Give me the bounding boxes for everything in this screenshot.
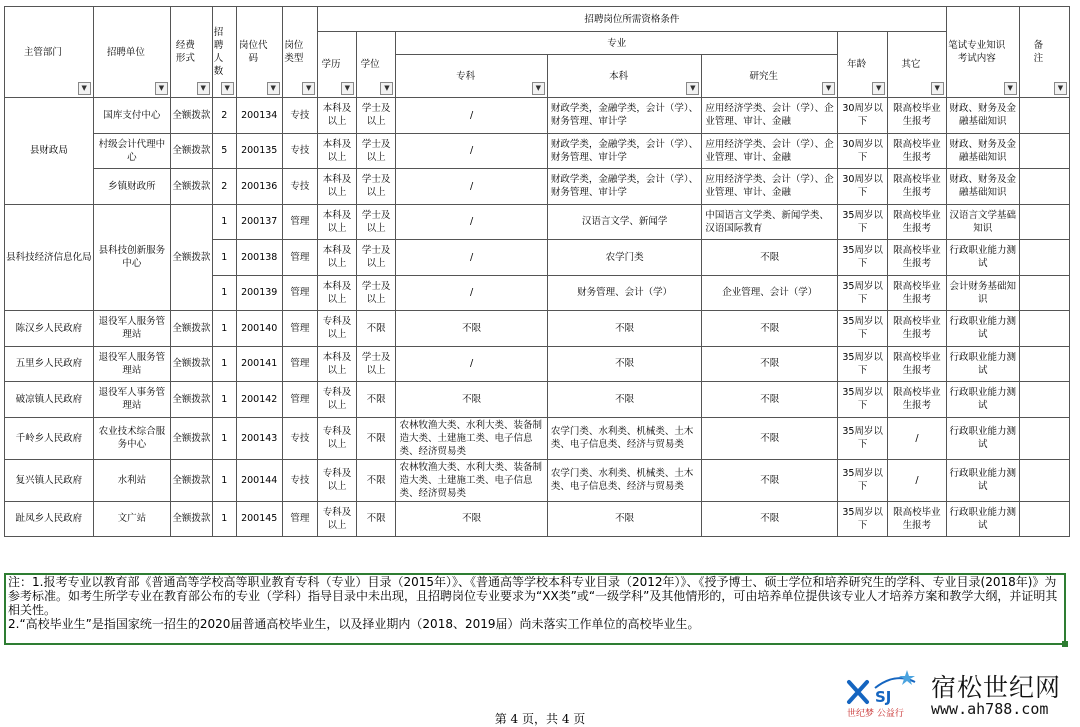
chevron-down-icon[interactable]: ▼ bbox=[532, 82, 545, 95]
cell-dept: 趾凤乡人民政府 bbox=[5, 501, 94, 537]
table-row bbox=[5, 459, 1070, 501]
cell-junior: 不限 bbox=[396, 501, 547, 537]
cell-unit: 退役军人事务管理站 bbox=[93, 382, 170, 418]
cell-graduate: 中国语言文学类、新闻学类、汉语国际教育 bbox=[702, 204, 838, 240]
header-graduate: 研究生 ▼ bbox=[702, 55, 838, 98]
watermark bbox=[845, 668, 1080, 723]
cell-type: 专技 bbox=[282, 98, 317, 134]
cell-education: 本科及以上 bbox=[318, 240, 357, 276]
header-junior: 专科 ▼ bbox=[396, 55, 547, 98]
cell-type: 专技 bbox=[282, 133, 317, 169]
cell-junior: / bbox=[396, 133, 547, 169]
cell-funding: 全额拨款 bbox=[170, 133, 212, 169]
cell-code: 200145 bbox=[236, 501, 282, 537]
cell-unit: 文广站 bbox=[93, 501, 170, 537]
cell-dept: 复兴镇人民政府 bbox=[5, 459, 94, 501]
cell-dept: 破凉镇人民政府 bbox=[5, 382, 94, 418]
cell-exam: 行政职业能力测试 bbox=[946, 501, 1019, 537]
cell-remark bbox=[1019, 133, 1069, 169]
cell-junior: / bbox=[396, 346, 547, 382]
cell-unit: 水利站 bbox=[93, 459, 170, 501]
cell-remark bbox=[1019, 382, 1069, 418]
cell-funding: 全额拨款 bbox=[170, 459, 212, 501]
cell-education: 专科及以上 bbox=[318, 501, 357, 537]
header-bachelor: 本科 ▼ bbox=[547, 55, 702, 98]
cell-education: 专科及以上 bbox=[318, 417, 357, 459]
cell-code: 200140 bbox=[236, 311, 282, 347]
chevron-down-icon[interactable]: ▼ bbox=[78, 82, 91, 95]
cell-dept: 陈汉乡人民政府 bbox=[5, 311, 94, 347]
cell-count: 5 bbox=[212, 133, 236, 169]
cell-junior: 农林牧渔大类、水利大类、装备制造大类、土建施工类、电子信息类、经济贸易类 bbox=[396, 459, 547, 501]
cell-exam: 行政职业能力测试 bbox=[946, 240, 1019, 276]
cell-age: 35周岁以下 bbox=[838, 204, 888, 240]
cell-type: 管理 bbox=[282, 382, 317, 418]
header-remark: 备 注 ▼ bbox=[1019, 7, 1069, 98]
cell-exam: 财政、财务及金融基础知识 bbox=[946, 133, 1019, 169]
cell-exam: 财政、财务及金融基础知识 bbox=[946, 98, 1019, 134]
cell-unit: 村级会计代理中心 bbox=[93, 133, 170, 169]
header-other: 其它 ▼ bbox=[888, 32, 946, 98]
table-row bbox=[5, 417, 1070, 459]
cell-bachelor: 财政学类，金融学类，会计（学）、财务管理、审计学 bbox=[547, 133, 702, 169]
watermark-tag: 世纪梦 公益行 bbox=[847, 709, 904, 719]
cell-other: 限高校毕业生报考 bbox=[888, 133, 946, 169]
cell-funding: 全额拨款 bbox=[170, 311, 212, 347]
chevron-down-icon[interactable]: ▼ bbox=[822, 82, 835, 95]
cell-count: 1 bbox=[212, 501, 236, 537]
cell-count: 2 bbox=[212, 169, 236, 205]
cell-exam: 行政职业能力测试 bbox=[946, 311, 1019, 347]
cell-funding: 全额拨款 bbox=[170, 417, 212, 459]
chevron-down-icon[interactable]: ▼ bbox=[380, 82, 393, 95]
header-degree: 学位 ▼ bbox=[356, 32, 396, 98]
cell-age: 35周岁以下 bbox=[838, 501, 888, 537]
cell-remark bbox=[1019, 98, 1069, 134]
cell-age: 30周岁以下 bbox=[838, 133, 888, 169]
cell-degree: 学士及以上 bbox=[356, 346, 396, 382]
cell-junior: / bbox=[396, 169, 547, 205]
cell-degree: 不限 bbox=[356, 311, 396, 347]
cell-exam: 财政、财务及金融基础知识 bbox=[946, 169, 1019, 205]
cell-junior: / bbox=[396, 275, 547, 311]
cell-other: 限高校毕业生报考 bbox=[888, 98, 946, 134]
cell-junior: 不限 bbox=[396, 382, 547, 418]
cell-bachelor: 财政学类，金融学类，会计（学）、财务管理、审计学 bbox=[547, 98, 702, 134]
cell-count: 1 bbox=[212, 275, 236, 311]
cell-other: / bbox=[888, 459, 946, 501]
notes-box bbox=[4, 573, 1066, 645]
cell-education: 本科及以上 bbox=[318, 98, 357, 134]
cell-other: / bbox=[888, 417, 946, 459]
cell-degree: 学士及以上 bbox=[356, 133, 396, 169]
cell-bachelor: 农学门类、水利类、机械类、土木类、电子信息类、经济与贸易类 bbox=[547, 417, 702, 459]
cell-graduate: 不限 bbox=[702, 382, 838, 418]
selection-handle[interactable] bbox=[1062, 641, 1068, 647]
cell-bachelor: 不限 bbox=[547, 501, 702, 537]
cell-count: 1 bbox=[212, 311, 236, 347]
cell-graduate: 应用经济学类、会计（学）、企业管理、审计、金融 bbox=[702, 169, 838, 205]
cell-age: 35周岁以下 bbox=[838, 240, 888, 276]
cell-education: 专科及以上 bbox=[318, 459, 357, 501]
cell-graduate: 不限 bbox=[702, 501, 838, 537]
cell-other: 限高校毕业生报考 bbox=[888, 204, 946, 240]
cell-count: 1 bbox=[212, 346, 236, 382]
cell-exam: 行政职业能力测试 bbox=[946, 417, 1019, 459]
table-row bbox=[5, 501, 1070, 537]
cell-code: 200136 bbox=[236, 169, 282, 205]
table-row bbox=[5, 204, 1070, 240]
cell-degree: 不限 bbox=[356, 382, 396, 418]
cell-exam: 行政职业能力测试 bbox=[946, 346, 1019, 382]
cell-unit: 县科技创新服务中心 bbox=[93, 204, 170, 311]
cell-degree: 不限 bbox=[356, 459, 396, 501]
cell-other: 限高校毕业生报考 bbox=[888, 501, 946, 537]
cell-education: 本科及以上 bbox=[318, 275, 357, 311]
header-major: 专业 bbox=[396, 32, 838, 55]
cell-bachelor: 财务管理、会计（学） bbox=[547, 275, 702, 311]
cell-bachelor: 不限 bbox=[547, 311, 702, 347]
cell-count: 1 bbox=[212, 204, 236, 240]
cell-unit: 退役军人服务管理站 bbox=[93, 311, 170, 347]
cell-junior: 农林牧渔大类、水利大类、装备制造大类、土建施工类、电子信息类、经济贸易类 bbox=[396, 417, 547, 459]
cell-age: 30周岁以下 bbox=[838, 169, 888, 205]
cell-exam: 汉语言文学基础知识 bbox=[946, 204, 1019, 240]
cell-dept: 五里乡人民政府 bbox=[5, 346, 94, 382]
cell-graduate: 不限 bbox=[702, 417, 838, 459]
cell-count: 1 bbox=[212, 382, 236, 418]
cell-count: 2 bbox=[212, 98, 236, 134]
chevron-down-icon[interactable]: ▼ bbox=[302, 82, 315, 95]
cell-graduate: 企业管理、会计（学） bbox=[702, 275, 838, 311]
cell-degree: 学士及以上 bbox=[356, 275, 396, 311]
cell-education: 专科及以上 bbox=[318, 382, 357, 418]
header-age: 年龄 ▼ bbox=[838, 32, 888, 98]
cell-education: 本科及以上 bbox=[318, 204, 357, 240]
cell-degree: 学士及以上 bbox=[356, 240, 396, 276]
cell-remark bbox=[1019, 311, 1069, 347]
cell-bachelor: 财政学类，金融学类，会计（学）、财务管理、审计学 bbox=[547, 169, 702, 205]
chevron-down-icon[interactable]: ▼ bbox=[267, 82, 280, 95]
cell-type: 管理 bbox=[282, 204, 317, 240]
cell-exam: 行政职业能力测试 bbox=[946, 459, 1019, 501]
header-education: 学历 ▼ bbox=[318, 32, 357, 98]
cell-remark bbox=[1019, 275, 1069, 311]
cell-age: 35周岁以下 bbox=[838, 275, 888, 311]
cell-bachelor: 汉语言文学、新闻学 bbox=[547, 204, 702, 240]
cell-exam: 会计财务基础知识 bbox=[946, 275, 1019, 311]
cell-type: 管理 bbox=[282, 311, 317, 347]
cell-other: 限高校毕业生报考 bbox=[888, 275, 946, 311]
chevron-down-icon[interactable]: ▼ bbox=[155, 82, 168, 95]
cell-graduate: 不限 bbox=[702, 311, 838, 347]
cell-type: 专技 bbox=[282, 417, 317, 459]
cell-count: 1 bbox=[212, 459, 236, 501]
cell-dept: 千岭乡人民政府 bbox=[5, 417, 94, 459]
cell-code: 200139 bbox=[236, 275, 282, 311]
cell-type: 管理 bbox=[282, 501, 317, 537]
cell-education: 本科及以上 bbox=[318, 169, 357, 205]
cell-code: 200134 bbox=[236, 98, 282, 134]
cell-age: 35周岁以下 bbox=[838, 311, 888, 347]
chevron-down-icon[interactable]: ▼ bbox=[1004, 82, 1017, 95]
cell-junior: / bbox=[396, 240, 547, 276]
cell-code: 200141 bbox=[236, 346, 282, 382]
chevron-down-icon[interactable]: ▼ bbox=[872, 82, 885, 95]
cell-age: 35周岁以下 bbox=[838, 417, 888, 459]
cell-unit: 国库支付中心 bbox=[93, 98, 170, 134]
cell-funding: 全额拨款 bbox=[170, 169, 212, 205]
cell-remark bbox=[1019, 417, 1069, 459]
cell-type: 管理 bbox=[282, 275, 317, 311]
header-count: 招聘人数 ▼ bbox=[212, 7, 236, 98]
cell-remark bbox=[1019, 204, 1069, 240]
cell-bachelor: 农学门类 bbox=[547, 240, 702, 276]
cell-type: 专技 bbox=[282, 169, 317, 205]
cell-unit: 退役军人服务管理站 bbox=[93, 346, 170, 382]
cell-type: 管理 bbox=[282, 240, 317, 276]
note-1: 注：1.报考专业以教育部《普通高等学校高等职业教育专科（专业）目录（2015年）》、《普通高等学校本科专业目录（2012年）》、《授予博士、硕士学位和培养研究生的学科、专业目录(2018年)》为参考标准。如考生所学专业在教育部公布的专业（学科）指导目录中未出现，且招聘岗位专业要求为“XX类”或“一级学科”及其他情形的，可由培养单位提供该专业人才培养方案和教学大纲，并证明其相关性。 bbox=[8, 575, 1058, 617]
cell-funding: 全额拨款 bbox=[170, 346, 212, 382]
note-2: 2.“高校毕业生”是指国家统一招生的2020届普通高校毕业生，以及择业期内（2018、2019届）尚未落实工作单位的高校毕业生。 bbox=[8, 617, 700, 631]
cell-unit: 乡镇财政所 bbox=[93, 169, 170, 205]
cell-code: 200144 bbox=[236, 459, 282, 501]
table-row bbox=[5, 98, 1070, 134]
cell-remark bbox=[1019, 240, 1069, 276]
cell-other: 限高校毕业生报考 bbox=[888, 346, 946, 382]
cell-degree: 不限 bbox=[356, 417, 396, 459]
cell-dept: 县科技经济信息化局 bbox=[5, 204, 94, 311]
cell-graduate: 应用经济学类、会计（学）、企业管理、审计、金融 bbox=[702, 133, 838, 169]
cell-graduate: 不限 bbox=[702, 240, 838, 276]
cell-code: 200138 bbox=[236, 240, 282, 276]
cell-type: 管理 bbox=[282, 346, 317, 382]
table-row bbox=[5, 169, 1070, 205]
cell-exam: 行政职业能力测试 bbox=[946, 382, 1019, 418]
svg-text:SJ: SJ bbox=[875, 688, 892, 706]
cell-unit: 农业技术综合服务中心 bbox=[93, 417, 170, 459]
cell-junior: / bbox=[396, 98, 547, 134]
cell-remark bbox=[1019, 501, 1069, 537]
cell-code: 200142 bbox=[236, 382, 282, 418]
cell-education: 专科及以上 bbox=[318, 311, 357, 347]
cell-graduate: 不限 bbox=[702, 346, 838, 382]
cell-bachelor: 不限 bbox=[547, 382, 702, 418]
cell-code: 200143 bbox=[236, 417, 282, 459]
table-row bbox=[5, 133, 1070, 169]
cell-bachelor: 不限 bbox=[547, 346, 702, 382]
cell-junior: / bbox=[396, 204, 547, 240]
cell-other: 限高校毕业生报考 bbox=[888, 311, 946, 347]
cell-type: 专技 bbox=[282, 459, 317, 501]
header-unit: 招聘单位 ▼ bbox=[93, 7, 170, 98]
cell-other: 限高校毕业生报考 bbox=[888, 382, 946, 418]
cell-age: 35周岁以下 bbox=[838, 346, 888, 382]
cell-education: 本科及以上 bbox=[318, 346, 357, 382]
cell-graduate: 不限 bbox=[702, 459, 838, 501]
cell-funding: 全额拨款 bbox=[170, 98, 212, 134]
cell-remark bbox=[1019, 346, 1069, 382]
table-row bbox=[5, 382, 1070, 418]
watermark-url: www.ah788.com bbox=[931, 700, 1049, 718]
recruitment-table bbox=[4, 6, 1070, 537]
cell-age: 35周岁以下 bbox=[838, 459, 888, 501]
cell-count: 1 bbox=[212, 417, 236, 459]
header-dept: 主管部门 ▼ bbox=[5, 7, 94, 98]
cell-other: 限高校毕业生报考 bbox=[888, 169, 946, 205]
page-footer: 第 4 页，共 4 页 bbox=[494, 712, 586, 726]
header-code: 岗位代码 ▼ bbox=[236, 7, 282, 98]
cell-degree: 不限 bbox=[356, 501, 396, 537]
cell-graduate: 应用经济学类、会计（学）、企业管理、审计、金融 bbox=[702, 98, 838, 134]
cell-degree: 学士及以上 bbox=[356, 204, 396, 240]
cell-junior: 不限 bbox=[396, 311, 547, 347]
cell-education: 本科及以上 bbox=[318, 133, 357, 169]
cell-count: 1 bbox=[212, 240, 236, 276]
cell-age: 30周岁以下 bbox=[838, 98, 888, 134]
header-type: 岗位类型 ▼ bbox=[282, 7, 317, 98]
chevron-down-icon[interactable]: ▼ bbox=[197, 82, 210, 95]
cell-code: 200135 bbox=[236, 133, 282, 169]
header-funding: 经费形式 ▼ bbox=[170, 7, 212, 98]
table-row bbox=[5, 346, 1070, 382]
cell-dept: 县财政局 bbox=[5, 98, 94, 205]
cell-bachelor: 农学门类、水利类、机械类、土木类、电子信息类、经济与贸易类 bbox=[547, 459, 702, 501]
cell-degree: 学士及以上 bbox=[356, 169, 396, 205]
watermark-title: 宿松世纪网 bbox=[931, 673, 1062, 702]
header-exam: 笔试专业知识考试内容 ▼ bbox=[946, 7, 1019, 98]
chevron-down-icon[interactable]: ▼ bbox=[341, 82, 354, 95]
chevron-down-icon[interactable]: ▼ bbox=[931, 82, 944, 95]
chevron-down-icon[interactable]: ▼ bbox=[221, 82, 234, 95]
cell-funding: 全额拨款 bbox=[170, 501, 212, 537]
cell-age: 35周岁以下 bbox=[838, 382, 888, 418]
chevron-down-icon[interactable]: ▼ bbox=[1054, 82, 1067, 95]
cell-funding: 全额拨款 bbox=[170, 382, 212, 418]
cell-remark bbox=[1019, 169, 1069, 205]
cell-code: 200137 bbox=[236, 204, 282, 240]
table-row bbox=[5, 311, 1070, 347]
cell-funding: 全额拨款 bbox=[170, 204, 212, 311]
cell-degree: 学士及以上 bbox=[356, 98, 396, 134]
header-requirements: 招聘岗位所需资格条件 bbox=[318, 7, 947, 32]
cell-other: 限高校毕业生报考 bbox=[888, 240, 946, 276]
cell-remark bbox=[1019, 459, 1069, 501]
chevron-down-icon[interactable]: ▼ bbox=[686, 82, 699, 95]
